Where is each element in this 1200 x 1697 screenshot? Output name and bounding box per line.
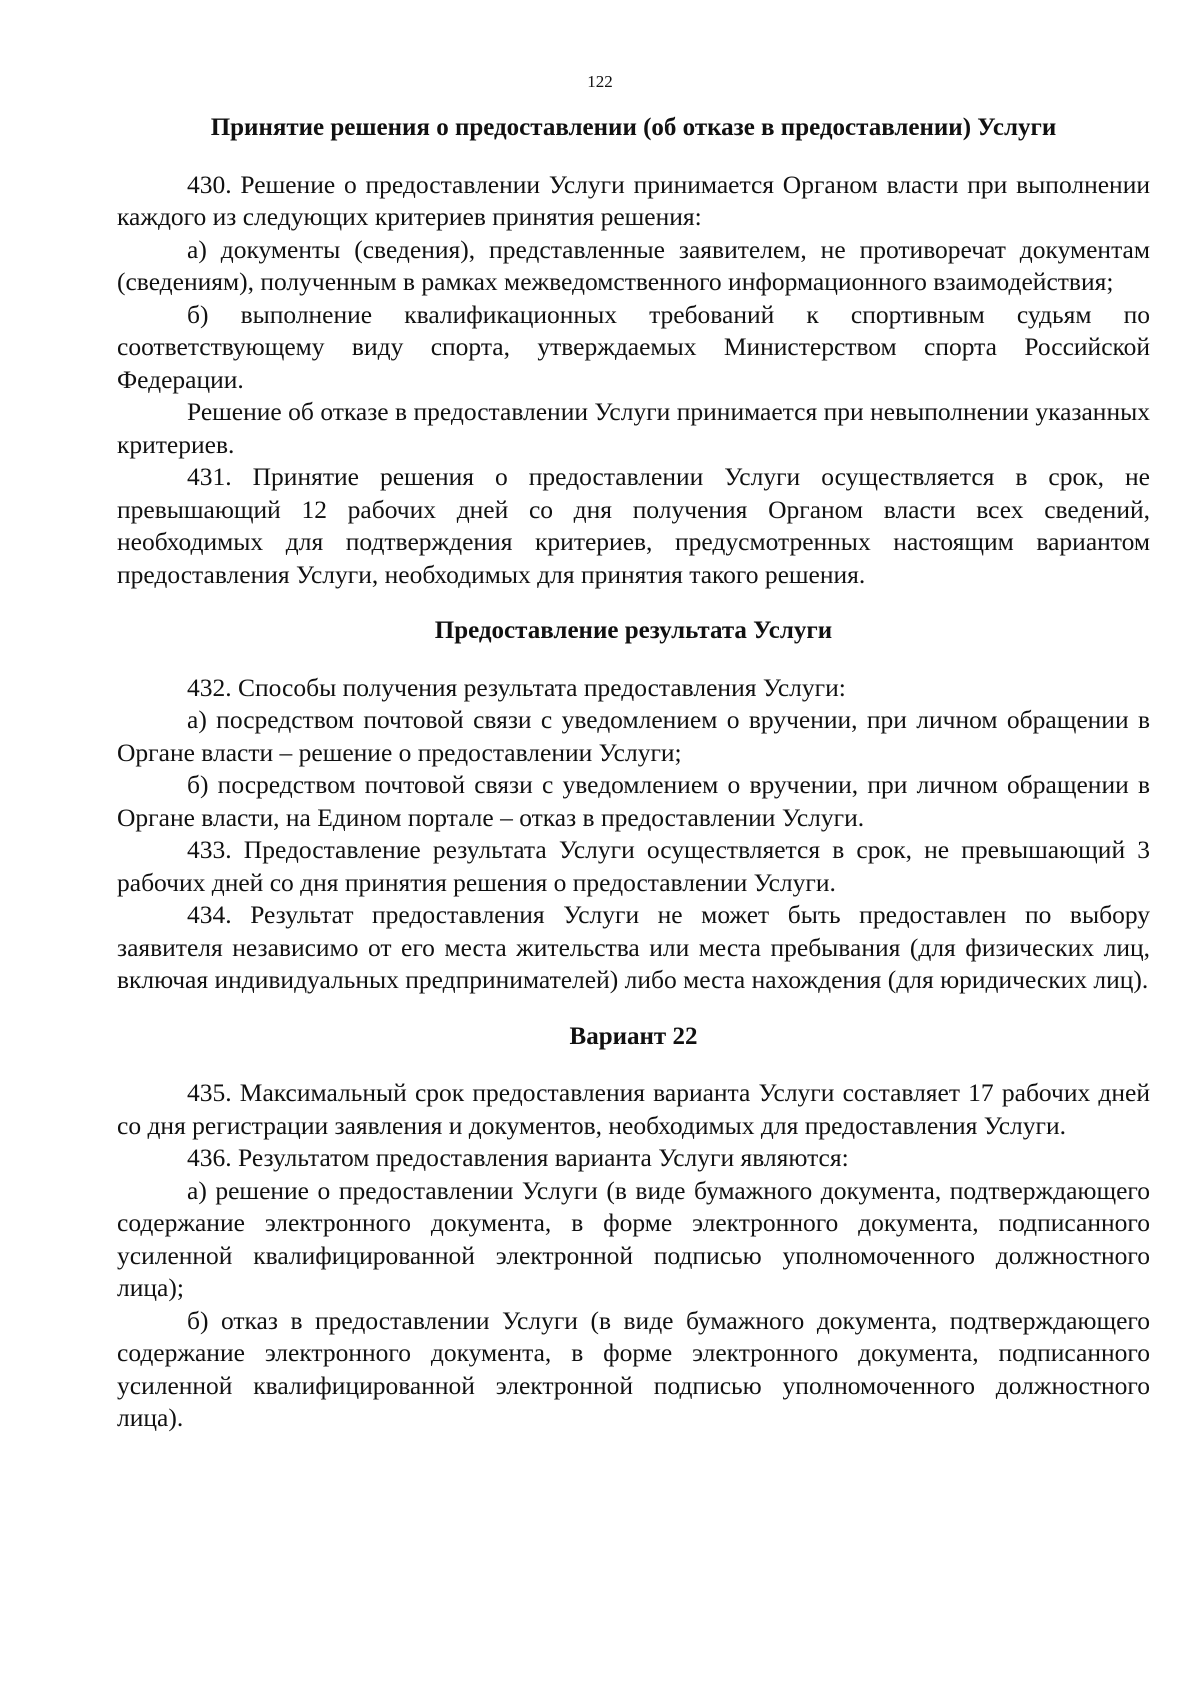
paragraph-432: 432. Способы получения результата предоставления Услуги: xyxy=(187,672,846,702)
paragraph-430: 430. Решение о предоставлении Услуги принимается Органом власти при выполнении каждого из следующих критериев принятия решения: xyxy=(117,169,1150,231)
paragraph-436-a: а) решение о предоставлении Услуги (в виде бумажного документа, подтверждающего содержание электронного документа, в форме электронного документа, подписанного усиленной квалифицированной электронной подписью уполномоченного должностного лица); xyxy=(117,1175,1150,1302)
paragraph-436-b: б) отказ в предоставлении Услуги (в виде бумажного документа, подтверждающего содержание электронного документа, в форме электронного документа, подписанного усиленной квалифицированной электронной подписью уполномоченного должностного лица). xyxy=(117,1305,1150,1432)
section-heading-variant-22: Вариант 22 xyxy=(569,1022,698,1050)
page-number: 122 xyxy=(587,72,613,91)
paragraph-430-b: б) выполнение квалификационных требований к спортивным судьям по соответствующему виду спорта, утверждаемых Министерством спорта Российской Федерации. xyxy=(117,299,1150,394)
section-heading-result: Предоставление результата Услуги xyxy=(434,617,833,644)
paragraph-refusal: Решение об отказе в предоставлении Услуги принимается при невыполнении указанных критериев. xyxy=(117,397,1150,459)
paragraph-436: 436. Результатом предоставления варианта Услуги являются: xyxy=(187,1143,849,1172)
paragraph-431: 431. Принятие решения о предоставлении Услуги осуществляется в срок, не превышающий 12 рабочих дней со дня получения Органом власти всех сведений, необходимых для подтверждения критериев, предусмотренных настоящим вариантом предоставления Услуги, необходимых для принятия такого решения. xyxy=(117,462,1150,589)
paragraph-435: 435. Максимальный срок предоставления варианта Услуги составляет 17 рабочих дней со дня регистрации заявления и документов, необходимых для предоставления Услуги. xyxy=(117,1078,1150,1140)
paragraph-434: 434. Результат предоставления Услуги не может быть предоставлен по выбору заявителя независимо от его места жительства или места пребывания (для физических лиц, включая индивидуальных предпринимателей) либо места нахождения (для юридических лиц). xyxy=(117,900,1150,994)
paragraph-432-a: а) посредством почтовой связи с уведомлением о вручении, при личном обращении в Органе власти – решение о предоставлении Услуги; xyxy=(117,705,1150,767)
section-heading-decision: Принятие решения о предоставлении (об отказе в предоставлении) Услуги xyxy=(210,114,1057,141)
paragraph-433: 433. Предоставление результата Услуги осуществляется в срок, не превышающий 3 рабочих дней со дня принятия решения о предоставлении Услуги. xyxy=(117,835,1150,897)
paragraph-430-a: а) документы (сведения), представленные заявителем, не противоречат документам (сведениям), полученным в рамках межведомственного информационного взаимодействия; xyxy=(117,234,1150,296)
document-body xyxy=(117,112,1150,1435)
paragraph-432-b: б) посредством почтовой связи с уведомлением о вручении, при личном обращении в Органе власти, на Едином портале – отказ в предоставлении Услуги. xyxy=(117,770,1150,832)
